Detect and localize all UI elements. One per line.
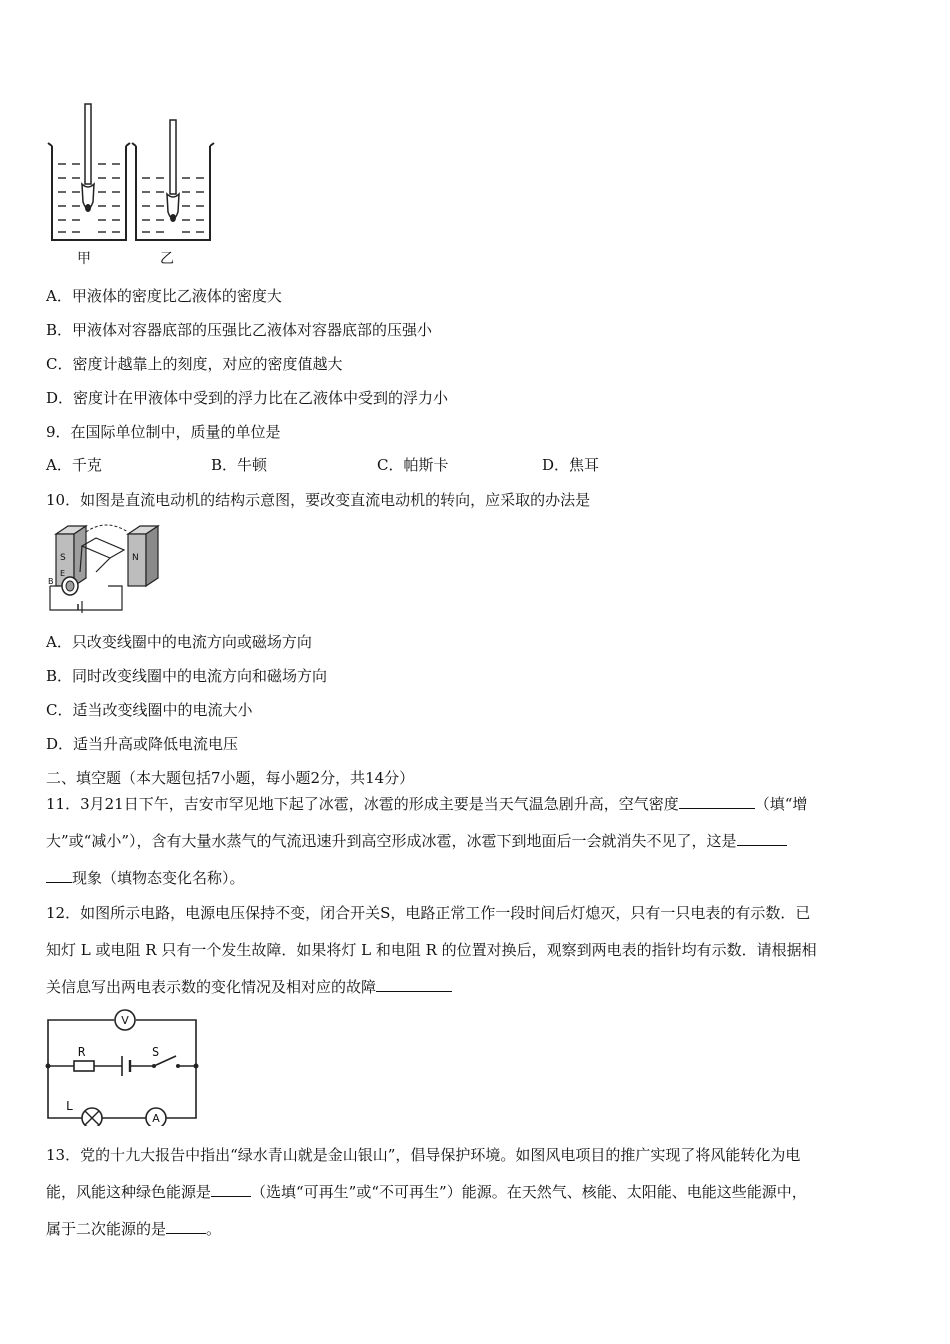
motor-label-b: B (48, 577, 54, 586)
beakers-diagram (46, 98, 216, 248)
q11-text-3: 现象（填物态变化名称）。 (72, 869, 245, 887)
q13-blank-2 (166, 1219, 206, 1234)
q12-line-3 (46, 977, 452, 997)
q8-option-b: B．甲液体对容器底部的压强比乙液体对容器底部的压强小 (46, 321, 433, 339)
q13-line-2 (46, 1182, 807, 1202)
q8-option-a: A．甲液体的密度比乙液体的密度大 (46, 287, 282, 305)
label-jia: 甲 (77, 251, 91, 267)
q8-option-d: D．密度计在甲液体中受到的浮力比在乙液体中受到的浮力小 (46, 389, 449, 407)
circuit-label-l: L (66, 1099, 74, 1113)
q11-blank-2a (737, 831, 787, 846)
q10-option-c: C．适当改变线圈中的电流大小 (46, 701, 253, 719)
q13-blank-1 (211, 1182, 251, 1197)
q13-text-2a: 能，风能这种绿色能源是 (46, 1183, 212, 1201)
q13-text-3b: 。 (206, 1220, 222, 1238)
q9-stem: 9．在国际单位制中，质量的单位是 (46, 423, 281, 441)
dc-motor-figure (46, 520, 168, 616)
q11-text-1b: （填“增 (754, 795, 808, 813)
q13-text-3a: 属于二次能源的是 (46, 1220, 167, 1238)
q11-blank-2b (46, 868, 72, 883)
q9-option-b: B．牛顿 (211, 456, 268, 474)
q12-line-2: 知灯 L 或电阻 R 只有一个发生故障．如果将灯 L 和电阻 R 的位置对换后，观察到两电表的指针均有示数．请根据相 (46, 941, 817, 959)
motor-label-n: N (132, 553, 139, 563)
q9-option-d: D．焦耳 (542, 456, 600, 474)
circuit-diagram (44, 1006, 204, 1126)
q9-option-c: C．帕斯卡 (377, 456, 449, 474)
q10-option-d: D．适当升高或降低电流电压 (46, 735, 239, 753)
q10-option-a: A．只改变线圈中的电流方向或磁场方向 (46, 633, 312, 651)
q13-line-3 (46, 1219, 221, 1239)
meter-label-v: V (121, 1014, 129, 1027)
beaker-jia (48, 104, 130, 240)
circuit-label-s: S (152, 1045, 160, 1059)
motor-label-e: E (60, 569, 66, 578)
q12-blank (376, 977, 452, 992)
beaker-yi (132, 120, 214, 240)
q10-stem: 10．如图是直流电动机的结构示意图，要改变直流电动机的转向，应采取的办法是 (46, 491, 591, 509)
q11-line-3 (46, 868, 245, 888)
q9-options (46, 455, 599, 475)
circuit-label-r: R (78, 1045, 86, 1059)
q11-text-1: 11．3月21日下午，吉安市罕见地下起了冰雹，冰雹的形成主要是当天气温急剧升高，空气密度 (46, 795, 679, 813)
dc-motor-diagram (46, 520, 168, 616)
q11-line-2 (46, 831, 787, 851)
q11-blank-1 (679, 794, 755, 809)
q12-text-3: 关信息写出两电表示数的变化情况及相对应的故障 (46, 978, 377, 996)
q12-line-1: 12．如图所示电路，电源电压保持不变，闭合开关S，电路正常工作一段时间后灯熄灭，只有一只电表的有示数．已 (46, 904, 811, 922)
q9-option-a: A．千克 (46, 456, 102, 474)
density-meter-figure (46, 98, 216, 270)
q11-line-1 (46, 794, 807, 814)
q11-text-2: 大”或“减小”），含有大量水蒸气的气流迅速升到高空形成冰雹，冰雹下到地面后一会就消失不见了，这是 (46, 832, 737, 850)
q13-line-1: 13．党的十九大报告中指出“绿水青山就是金山银山”，倡导保护环境。如图风电项目的推广实现了将风能转化为电 (46, 1146, 801, 1164)
q13-text-2b: （选填“可再生”或“不可再生”）能源。在天然气、核能、太阳能、电能这些能源中， (251, 1183, 807, 1201)
q8-option-c: C．密度计越靠上的刻度，对应的密度值越大 (46, 355, 343, 373)
motor-label-s: S (60, 553, 66, 563)
section-2-title: 二、填空题（本大题包括7小题，每小题2分，共14分） (46, 769, 415, 787)
meter-label-a: A (152, 1112, 160, 1125)
label-yi: 乙 (160, 251, 174, 267)
circuit-figure (44, 1006, 204, 1126)
q10-option-b: B．同时改变线圈中的电流方向和磁场方向 (46, 667, 328, 685)
